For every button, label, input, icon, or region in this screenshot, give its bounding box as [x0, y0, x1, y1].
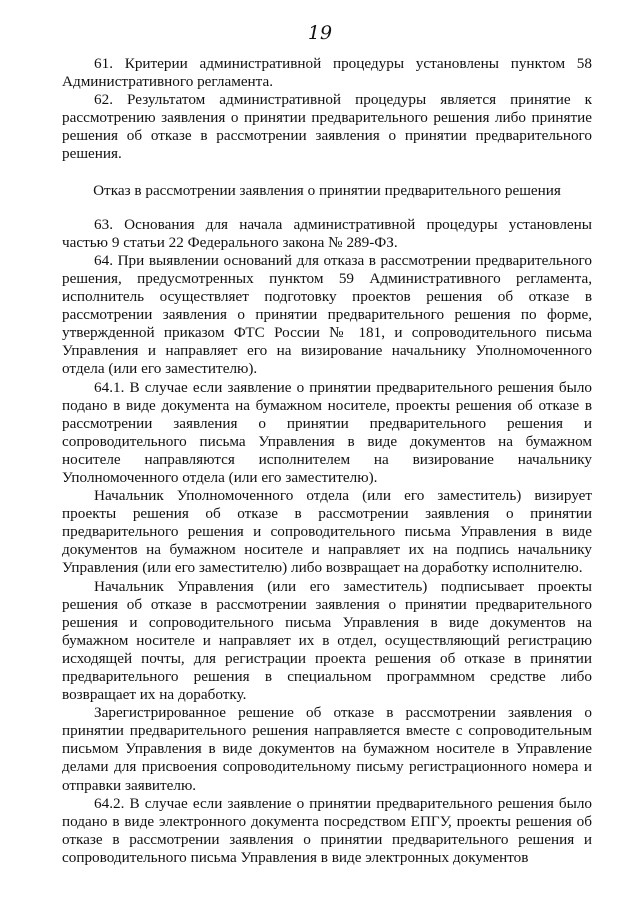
- paragraph-61: 61. Критерии административной процедуры установлены пунктом 58 Административного регламента.: [62, 55, 592, 91]
- paragraph-63: 63. Основания для начала административной процедуры установлены частью 9 статьи 22 Федерального закона № 289-ФЗ.: [62, 215, 592, 251]
- paragraph-64-1: 64.1. В случае если заявление о принятии предварительного решения было подано в виде документа на бумажном носителе, проекты решения об отказе в рассмотрении заявления о принятии предварительного решения и сопроводительного письма Управления в виде документов на бумажном носителе направляются исполнителем на визирование начальнику Уполномоченного отдела (или его заместителю).: [62, 378, 592, 486]
- paragraph-64: 64. При выявлении оснований для отказа в рассмотрении предварительного решения, предусмотренных пунктом 59 Административного регламента, исполнитель осуществляет подготовку проектов решения об отказе в рассмотрении заявления о принятии предварительного решения по форме, утвержденной приказом ФТС России № 181, и сопроводительного письма Управления и направляет его на визирование начальнику Уполномоченного отдела (или его заместителю).: [62, 251, 592, 378]
- paragraph-head-of-department: Начальник Уполномоченного отдела (или его заместитель) визирует проекты решения об отказе в рассмотрении заявления о принятии предварительного решения и сопроводительного письма Управления в виде документов на бумажном носителе и направляет их на подпись начальнику Управления (или его заместителю) либо возвращает на доработку исполнителю.: [62, 487, 592, 577]
- paragraph-head-of-administration: Начальник Управления (или его заместитель) подписывает проекты решения об отказе в рассмотрении заявления о принятии предварительного решения и сопроводительного письма Управления в виде документов на бумажном носителе и направляет их в отдел, осуществляющий регистрацию исходящей почты, для регистрации проекта решения об отказе в принятии предварительного решения в специальном программном средстве либо возвращает их на доработку.: [62, 577, 592, 704]
- document-body: [62, 55, 592, 867]
- spacer: [62, 164, 592, 182]
- paragraph-64-2: 64.2. В случае если заявление о принятии предварительного решения было подано в виде электронного документа посредством ЕПГУ, проекты решения об отказе в рассмотрении заявления о принятии предварительного решения и сопроводительного письма Управления в виде электронных документов: [62, 794, 592, 866]
- spacer: [62, 200, 592, 216]
- paragraph-registered-decision: Зарегистрированное решение об отказе в рассмотрении заявления о принятии предварительного решения направляется вместе с сопроводительным письмом Управления в виде документов на бумажном носителе в Управление делами для присвоения сопроводительному письму регистрационного номера и отправки заявителю.: [62, 704, 592, 794]
- section-heading: Отказ в рассмотрении заявления о принятии предварительного решения: [93, 181, 561, 199]
- paragraph-62: 62. Результатом административной процедуры является принятие к рассмотрению заявления о принятии предварительного решения либо принятие решения об отказе в рассмотрении заявления о принятии предварительного решения.: [62, 91, 592, 163]
- page-number: 19: [307, 22, 333, 44]
